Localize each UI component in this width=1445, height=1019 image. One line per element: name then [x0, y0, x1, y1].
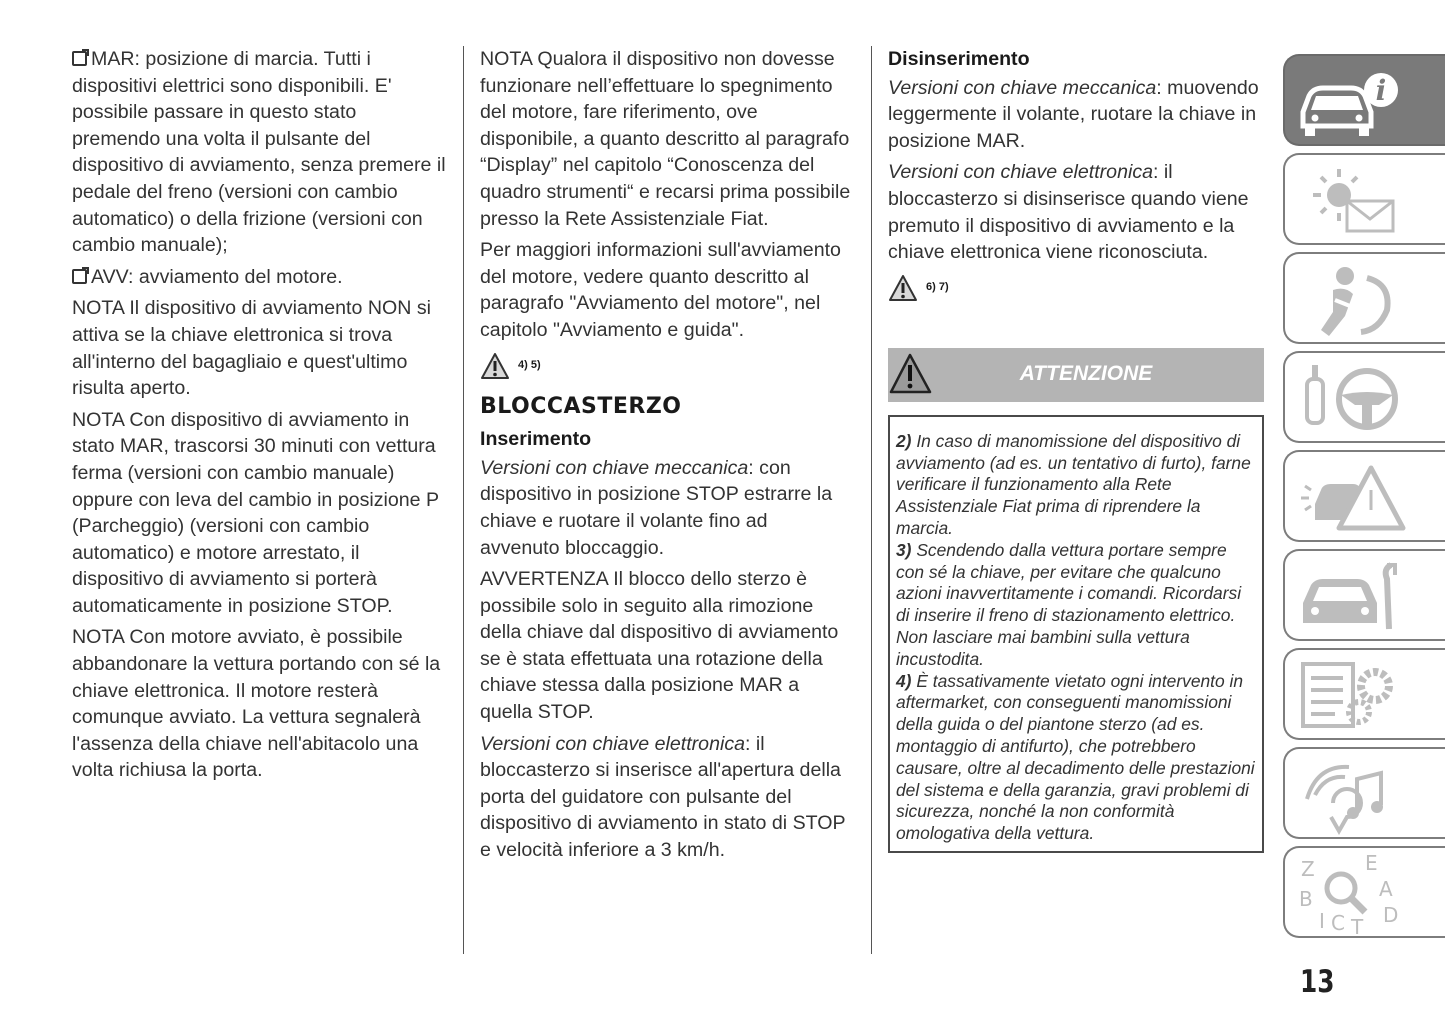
tab-emergency[interactable]	[1283, 450, 1445, 542]
info-paragraph: Per maggiori informazioni sull'avviamento del motore, vedere quanto descritto al paragrafo "Avviamento del motore", nel capitolo "Avviamento e guida".	[480, 239, 841, 341]
column-3	[888, 46, 1264, 853]
svg-text:D: D	[1383, 903, 1399, 927]
bullet-icon	[72, 51, 87, 66]
section-title: BLOCCASTERZO	[480, 393, 682, 419]
avvertenza-paragraph: AVVERTENZA Il blocco dello sterzo è possibile solo in seguito alla rimozione della chiave dal dispositivo di avviamento se è stata effettuata una rotazione della chiave stessa dalla posizione MAR a quella STOP.	[480, 568, 839, 724]
attention-title: ATTENZIONE	[1019, 362, 1153, 386]
key-steering-icon	[1295, 359, 1415, 439]
mech-key-paragraph: Versioni con chiave meccanica: muovendo leggermente il volante, ruotare la chiave in posizione MAR.	[888, 76, 1259, 152]
bullet-icon	[72, 269, 87, 284]
warning-refs-text: 6) 7)	[926, 281, 949, 294]
tab-technical-data[interactable]	[1283, 648, 1445, 740]
avv-item: AVV: avviamento del motore.	[72, 264, 448, 291]
warning-lights-icon	[1295, 161, 1415, 241]
column-2	[480, 46, 852, 869]
subsection-title: Disinserimento	[888, 48, 1030, 70]
svg-text:i: i	[1375, 74, 1387, 107]
tab-car-info[interactable]	[1283, 54, 1445, 146]
tab-starting-driving[interactable]	[1283, 351, 1445, 443]
warning-reference[interactable]	[480, 352, 852, 380]
nota-paragraph: NOTA Con motore avviato, è possibile abbandonare la vettura portando con sé la chiave elettronica. Il motore resterà comunque avviato. La vettura segnalerà l'assenza della chiave nell'abitacolo una volta richiusa la porta.	[72, 626, 441, 782]
svg-text:A: A	[1379, 877, 1393, 901]
svg-text:T: T	[1351, 915, 1364, 934]
emergency-icon	[1295, 458, 1415, 538]
column-divider	[871, 46, 872, 954]
nota-paragraph: NOTA Qualora il dispositivo non dovesse funzionare nell’effettuare lo spegnimento del motore, fare riferimento, ove disponibile, a quanto descritto al paragrafo “Display” nel capitolo “Conoscenza del quadro strumenti“ e recarsi prima possibile presso la Rete Assistenziale Fiat.	[480, 48, 851, 230]
warning-triangle-icon	[480, 352, 510, 380]
attention-note: 4) È tassativamente vietato ogni intervento in aftermarket, con conseguenti manomissioni della guida o del piantone sterzo (ad es. montaggio di antifurto), che potrebbero causare, oltre al decadimento delle prestazioni del sistema e della garanzia, gravi problemi di sicurezza, nonché la non conformità omologativa della vettura.	[896, 670, 1255, 844]
warning-triangle-icon	[888, 274, 918, 302]
nota-paragraph: NOTA Con dispositivo di avviamento in stato MAR, trascorsi 30 minuti con vettura ferma (versioni con cambio manuale) oppure con leva del cambio in posizione P (Parcheggio) (versioni con cambio automatico) e motore arrestato, il dispositivo di avviamento si porterà automaticamente in posizione STOP.	[72, 408, 439, 617]
elec-key-paragraph: Versioni con chiave elettronica: il bloccasterzo si disinserisce quando viene premuto il dispositivo di avviamento e la chiave elettronica viene riconosciuta.	[888, 161, 1249, 264]
airbag-safety-icon	[1295, 260, 1415, 340]
svg-text:B: B	[1299, 887, 1313, 911]
tab-index[interactable]	[1283, 846, 1445, 938]
elec-key-paragraph: Versioni con chiave elettronica: il bloccasterzo si inserisce all'apertura della porta del guidatore con pulsante del dispositivo di avviamento in stato di STOP e velocità inferiore a 3 km/h.	[480, 732, 846, 862]
nota-paragraph: NOTA Il dispositivo di avviamento NON si attiva se la chiave elettronica si trova all'interno del bagagliaio e quest'ultimo risulta aperto.	[72, 297, 431, 400]
tab-warning-lights[interactable]	[1283, 153, 1445, 245]
attention-note: 3) Scendendo dalla vettura portare sempre con sé la chiave, per evitare che qualcuno azioni inavvertitamente i comandi. Ricordarsi di inserire il freno di stazionamento elettrico. Non lasciare mai bambini sulla vettura incustodita.	[896, 539, 1242, 669]
warning-reference[interactable]	[888, 274, 1264, 302]
column-divider	[463, 46, 464, 954]
warning-triangle-icon	[888, 352, 934, 396]
column-1	[72, 46, 448, 789]
attention-note: 2) In caso di manomissione del dispositivo di avviamento (ad es. un tentativo di furto), farne verificare il funzionamento alla Rete Assistenziale Fiat prima di riprendere la marcia.	[896, 430, 1251, 538]
tab-safety[interactable]	[1283, 252, 1445, 344]
warning-refs-text: 4) 5)	[518, 359, 541, 372]
svg-text:E: E	[1365, 854, 1378, 875]
tab-multimedia[interactable]	[1283, 747, 1445, 839]
car-maintenance-icon	[1295, 557, 1415, 637]
attention-header	[888, 348, 1264, 402]
technical-data-icon	[1295, 656, 1415, 736]
mech-key-paragraph: Versioni con chiave meccanica: con dispositivo in posizione STOP estrarre la chiave e ruotare il volante fino ad avvenuto bloccaggio.	[480, 456, 833, 559]
attention-box	[888, 415, 1264, 853]
svg-text:I: I	[1319, 909, 1325, 933]
multimedia-icon	[1295, 755, 1415, 835]
tab-maintenance[interactable]	[1283, 549, 1445, 641]
car-info-icon	[1295, 62, 1415, 142]
svg-text:C: C	[1331, 911, 1345, 934]
index-icon	[1295, 854, 1415, 934]
svg-text:Z: Z	[1301, 857, 1315, 881]
mar-item: MAR: posizione di marcia. Tutti i dispositivi elettrici sono disponibili. E' possibile passare in questo stato premendo una volta il pulsante del dispositivo di avviamento, senza premere il pedale del freno (versioni con cambio automatico) o della frizione (versioni con cambio manuale);	[72, 48, 446, 257]
page-number: 13	[1300, 964, 1335, 1000]
subsection-title: Inserimento	[480, 428, 592, 451]
